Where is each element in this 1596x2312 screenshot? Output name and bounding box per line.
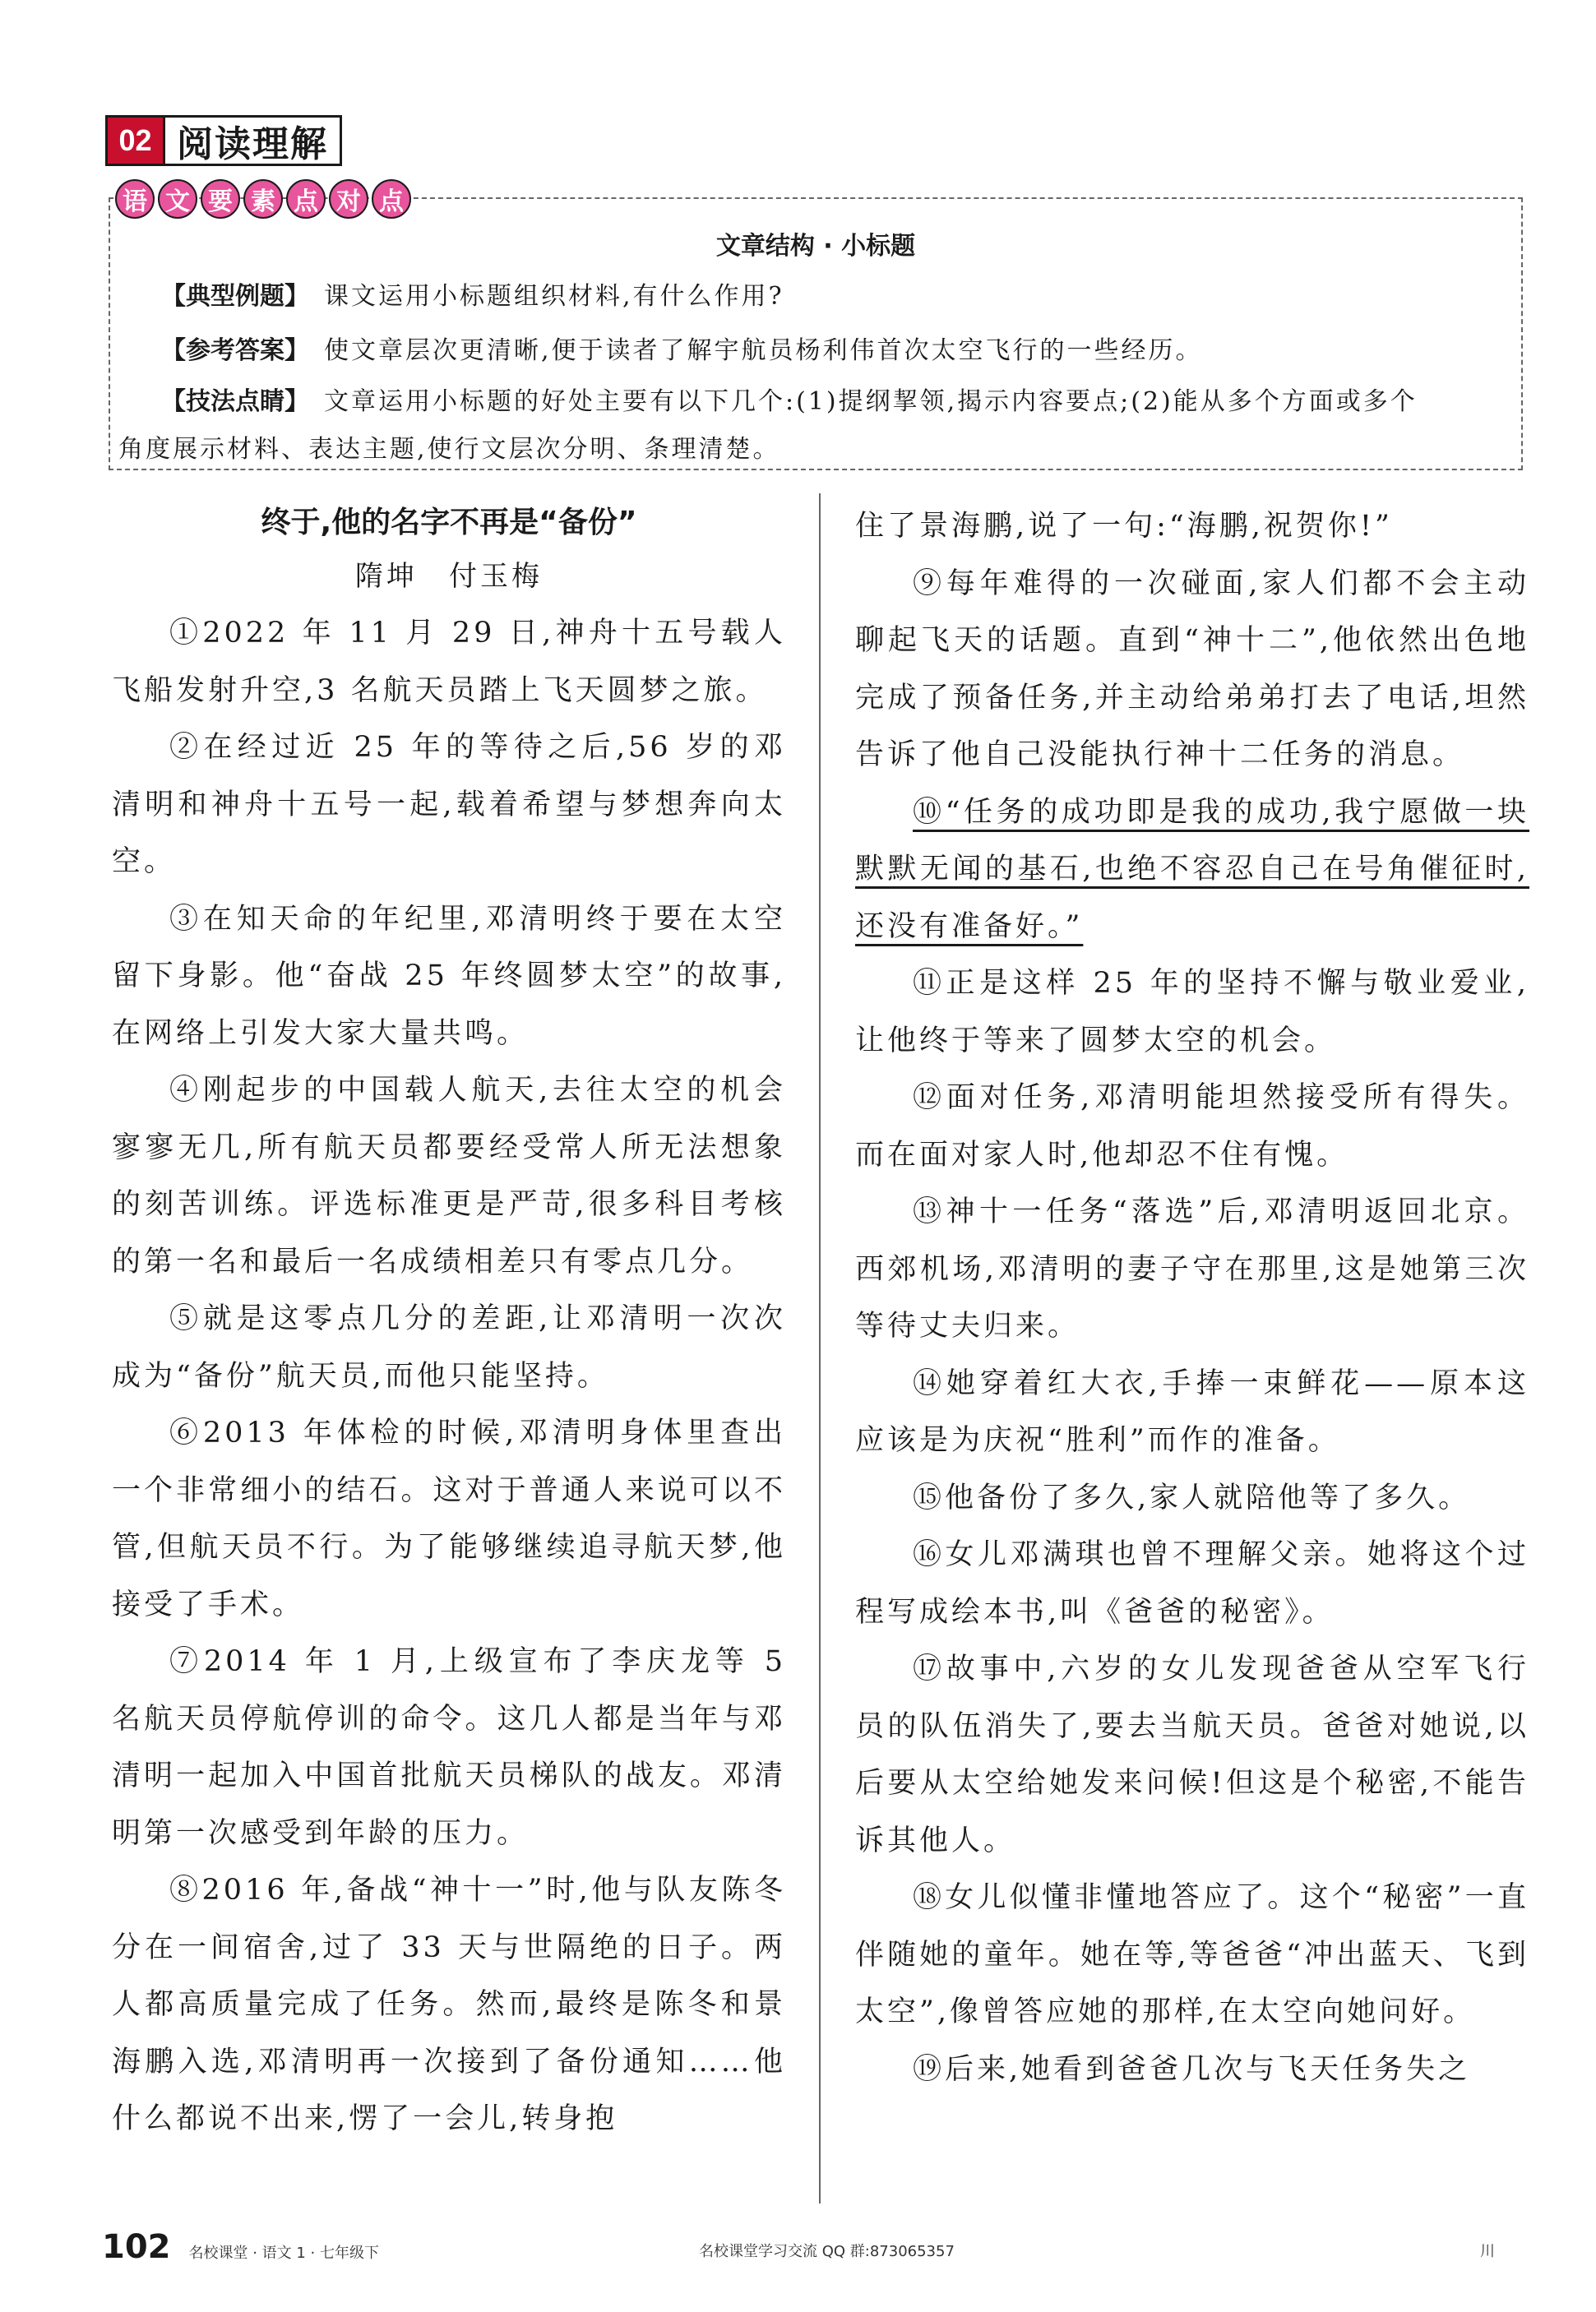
tip-method	[161, 375, 1510, 429]
answer-text: 使文章层次更清晰,便于读者了解宇航员杨利伟首次太空飞行的一些经历。	[324, 336, 1203, 365]
tip-label-char: 点	[286, 179, 326, 219]
tip-label-char: 对	[329, 179, 368, 219]
tip-label-char: 语	[115, 179, 155, 219]
paragraph: ⑯女儿邓满琪也曾不理解父亲。她将这个过程写成绘本书,叫《爸爸的秘密》。	[855, 1538, 1529, 1629]
paragraph: ⑭她穿着红大衣,手捧一束鲜花——原本这应该是为庆祝“胜利”而作的准备。	[855, 1366, 1529, 1457]
underlined-paragraph: ⑩“任务的成功即是我的成功,我宁愿做一块默默无闻的基石,也绝不容忍自己在号角催征时,还没有准备好。”	[855, 795, 1529, 943]
paragraph: ⑮他备份了多久,家人就陪他等了多久。	[913, 1481, 1471, 1514]
footer	[102, 2228, 379, 2266]
paragraph: ⑦2014 年 1 月,上级宣布了李庆龙等 5 名航天员停航停训的命令。这几人都是当年与邓清明一起加入中国首批航天员梯队的战友。邓清明第一次感受到年龄的压力。	[112, 1645, 786, 1850]
example-text: 课文运用小标题组织材料,有什么作用?	[324, 282, 784, 311]
left-column	[112, 498, 786, 2148]
method-continuation: 角度展示材料、表达主题,使行文层次分明、条理清楚。	[118, 435, 780, 464]
section-header	[105, 115, 342, 166]
page-number: 102	[102, 2228, 171, 2266]
section-number: 02	[105, 115, 163, 166]
paragraph: ⑫面对任务,邓清明能坦然接受所有得失。而在面对家人时,他却忍不住有愧。	[855, 1081, 1529, 1172]
paragraph: ①2022 年 11 月 29 日,神舟十五号载人飞船发射升空,3 名航天员踏上飞天圆梦之旅。	[112, 617, 786, 707]
paragraph: ④刚起步的中国载人航天,去往太空的机会寥寥无几,所有航天员都要经受常人所无法想象的刻苦训练。评选标准更是严苛,很多科目考核的第一名和最后一名成绩相差只有零点几分。	[112, 1074, 786, 1279]
paragraph: ⑥2013 年体检的时候,邓清明身体里查出一个非常细小的结石。这对于普通人来说可以不管,但航天员不行。为了能够继续追寻航天梦,他接受了手术。	[112, 1417, 786, 1621]
tip-label-char: 要	[201, 179, 240, 219]
section-title: 阅读理解	[163, 115, 342, 166]
method-tag: 【技法点睛】	[161, 387, 309, 416]
paragraph: ⑰故事中,六岁的女儿发现爸爸从空军飞行员的队伍消失了,要去当航天员。爸爸对她说,以后要从太空给她发来问候!但这是个秘密,不能告诉其他人。	[855, 1653, 1529, 1857]
tip-label-char: 素	[243, 179, 283, 219]
paragraph: ②在经过近 25 年的等待之后,56 岁的邓清明和神舟十五号一起,载着希望与梦想奔向太空。	[112, 731, 786, 878]
tip-label	[115, 179, 411, 219]
article-title: 终于,他的名字不再是“备份”	[261, 506, 637, 539]
paragraph: ⑲后来,她看到爸爸几次与飞天任务失之	[913, 2052, 1471, 2086]
article-author: 隋坤 付玉梅	[355, 560, 543, 593]
method-text: 文章运用小标题的好处主要有以下几个:(1)提纲挈领,揭示内容要点;(2)能从多个方面或多个	[324, 387, 1418, 416]
answer-tag: 【参考答案】	[161, 336, 309, 365]
tip-label-char: 点	[372, 179, 411, 219]
tip-answer	[161, 324, 1510, 378]
tip-label-char: 文	[158, 179, 197, 219]
qq-group: 名校课堂学习交流 QQ 群:873065357	[699, 2243, 955, 2260]
paragraph: ③在知天命的年纪里,邓清明终于要在太空留下身影。他“奋战 25 年终圆梦太空”的故事,在网络上引发大家大量共鸣。	[112, 902, 786, 1050]
tip-heading: 文章结构 · 小标题	[715, 232, 916, 261]
paragraph: ⑤就是这零点几分的差距,让邓清明一次次成为“备份”航天员,而他只能坚持。	[112, 1302, 786, 1393]
region-mark: 川	[1480, 2243, 1495, 2260]
paragraph: ⑬神十一任务“落选”后,邓清明返回北京。西郊机场,邓清明的妻子守在那里,这是她第三次等待丈夫归来。	[855, 1195, 1529, 1343]
example-tag: 【典型例题】	[161, 282, 309, 311]
paragraph: ⑪正是这样 25 年的坚持不懈与敬业爱业,让他终于等来了圆梦太空的机会。	[855, 967, 1529, 1057]
paragraph: ⑨每年难得的一次碰面,家人们都不会主动聊起飞天的话题。直到“神十二”,他依然出色地完成了预备任务,并主动给弟弟打去了电话,坦然告诉了他自己没能执行神十二任务的消息。	[855, 566, 1529, 771]
paragraph: ⑧2016 年,备战“神十一”时,他与队友陈冬分在一间宿舍,过了 33 天与世隔绝的日子。两人都高质量完成了任务。然而,最终是陈冬和景海鹏入选,邓清明再一次接到了备份通知……他什么都说不出来,愣了一会儿,转身抱	[112, 1874, 786, 2135]
paragraph-continuation: 住了景海鹏,说了一句:“海鹏,祝贺你!”	[855, 510, 1393, 543]
right-column	[855, 498, 1529, 2098]
book-title: 名校课堂 · 语文 1 · 七年级下	[188, 2245, 380, 2262]
column-divider	[819, 493, 821, 2203]
paragraph: ⑱女儿似懂非懂地答应了。这个“秘密”一直伴随她的童年。她在等,等爸爸“冲出蓝天、飞到太空”,像曾答应她的那样,在太空向她问好。	[855, 1881, 1529, 2028]
tip-example	[161, 270, 1510, 324]
